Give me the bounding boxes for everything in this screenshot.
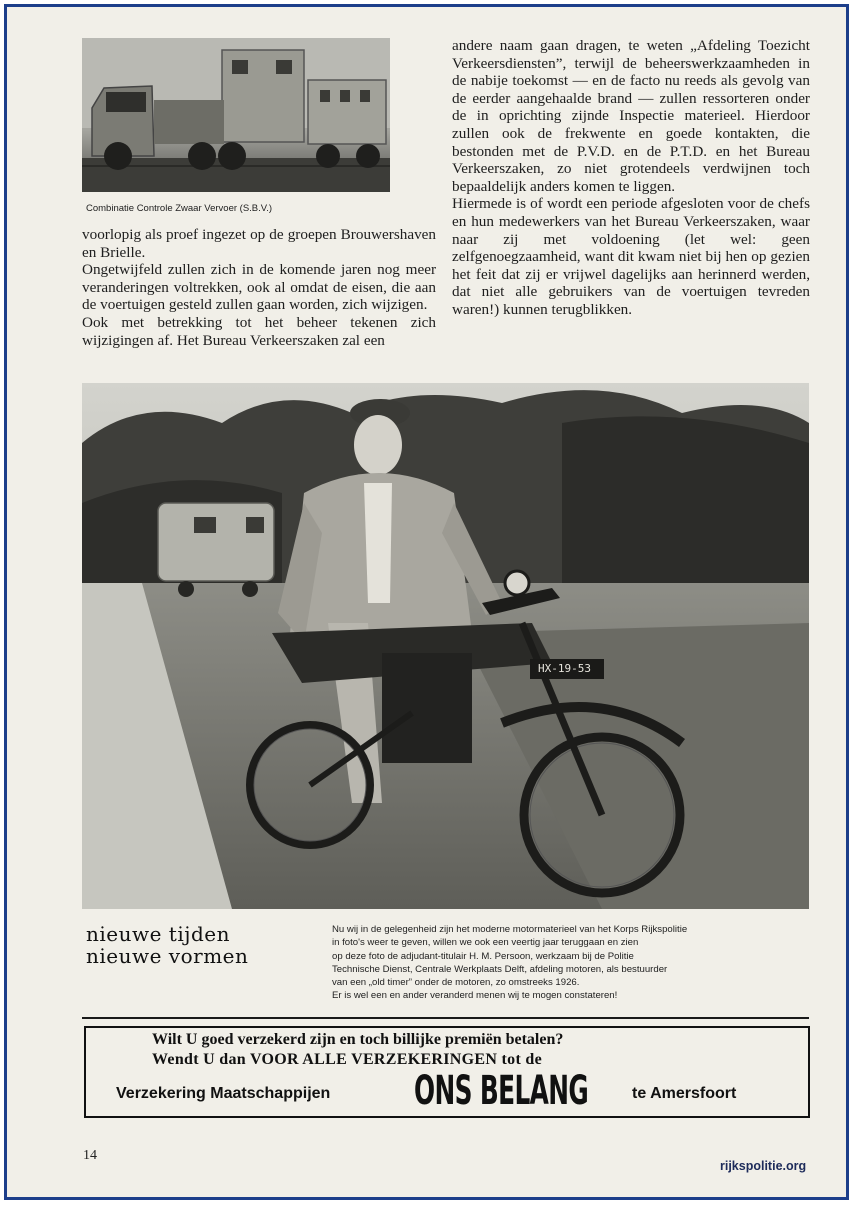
truck-illustration [82, 38, 390, 192]
ad-company-prefix: Verzekering Maatschappijen [116, 1085, 331, 1102]
caption-line-6: Er is wel een en ander veranderd menen wij te mogen constateren! [332, 990, 618, 1002]
right-paragraph-2: Hiermede is of wordt een periode afgesloten voor de chefs en hun medewerkers van het Bureau Verkeerszaken, waar naar zij met voldoening (let wel: geen zelfgenoegzaamheid, want dit kwam niet bij hen op gezien het feit dat zij er vrijwel dagelijks aan herinnerd werden, dat niet alle gebruikers van de voertuigen tevreden waren!) kunnen terugblikken. [452, 195, 810, 318]
section-title-line-1: nieuwe tijden [86, 922, 230, 946]
motorcycle-photo [82, 383, 809, 909]
left-paragraph-3: Ook met betrekking tot het beheer tekenen zich wijzigingen af. Het Bureau Verkeerszaken zal een [82, 313, 436, 349]
right-column [452, 37, 810, 319]
watermark: rijkspolitie.org [720, 1159, 807, 1173]
right-paragraph-1: andere naam gaan dragen, te weten „Afdeling Toezicht Verkeersdiensten”, terwijl de beheerswerkzaamheden in de nabije toekomst — en de facto nu reeds als gevolg van de eerder aangehaalde brand — zullen ressorteren onder de in oprichting zijnde Inspectie materieel. Hierdoor zullen ook de frekwente en goede kontakten, die bestonden met de P.V.D. en de P.T.D. en het Bureau Verkeerszaken, zo niet grotendeels verdwijnen toch bepaaldelijk anders komen te liggen. [452, 37, 810, 195]
advertisement-box [84, 1026, 810, 1118]
section-caption [332, 923, 812, 1003]
ad-line-1: Wilt U goed verzekerd zijn en toch billijke premiën betalen? [152, 1031, 564, 1048]
ad-line-2: Wendt U dan VOOR ALLE VERZEKERINGEN tot de [152, 1051, 542, 1068]
page-number: 14 [83, 1148, 97, 1163]
section-title-line-2: nieuwe vormen [86, 944, 249, 968]
ad-company-suffix: te Amersfoort [632, 1085, 737, 1102]
section-title [86, 923, 248, 967]
caption-line-4: Technische Dienst, Centrale Werkplaats Delft, afdeling motoren, als bestuurder [332, 963, 668, 975]
caption-line-5: van een „old timer” onder de motoren, zo omstreeks 1926. [332, 977, 580, 989]
divider-rule [82, 1017, 809, 1019]
motorcycle-illustration [82, 383, 809, 909]
left-paragraph-2: Ongetwijfeld zullen zich in de komende jaren nog meer veranderingen voltrekken, ook al omdat de eisen, die aan de voertuigen gesteld zullen gaan worden, zich wijzigen. [82, 261, 436, 314]
caption-line-1: Nu wij in de gelegenheid zijn het moderne motormaterieel van het Korps Rijkspolitie [332, 924, 688, 935]
left-column [82, 226, 436, 349]
caption-line-3: op deze foto de adjudant-titulair H. M. Persoon, werkzaam bij de Politie [332, 950, 634, 962]
truck-photo [82, 38, 390, 192]
left-paragraph-1: voorlopig als proef ingezet op de groepen Brouwershaven en Brielle. [82, 226, 436, 261]
truck-photo-caption: Combinatie Controle Zwaar Vervoer (S.B.V.) [86, 203, 273, 214]
ad-brand-name: ONS BELANG [414, 1068, 589, 1114]
caption-line-2: in foto's weer te geven, willen we ook een veertig jaar teruggaan en zien [332, 937, 639, 949]
license-plate: HX-19-53 [538, 662, 591, 675]
